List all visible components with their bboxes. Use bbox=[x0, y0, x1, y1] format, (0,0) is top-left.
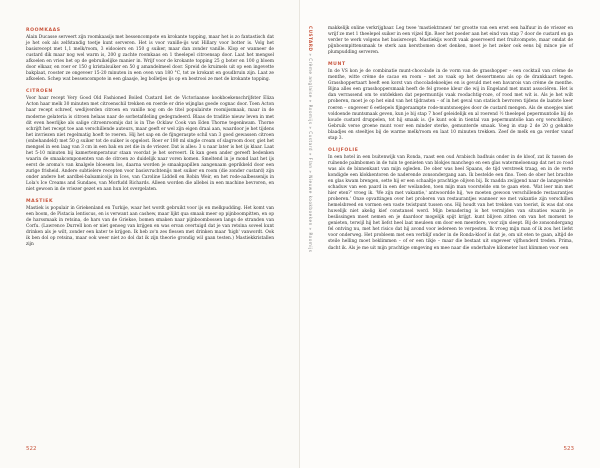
left-column bbox=[26, 26, 274, 254]
section-body: In de VS kon je de combinatie munt-chocolade in de vorm van de grasshopper – een cocktail van crème de menthe, witte crème de cacao en room – net zo vaak op het dessertmenu als op de drankkaart tegen. Grasshoppertaart heeft een korst van chocoladekoekjes en is gevuld met een bavarois van crème de menthe. Bijna alles een grasshoppersmaak heeft de fel groene kleur die wij in Engeland met munt associëren. Het is dan verrassend om te ontdekken dat pepermuntijs vaak roodachtig-roze, of rood met wit is. Als je het wilt proberen, moet je op het eind van het tijdrasten – of in het geval van statisch bevroren tijdens de laatste keer roeren – ongeveer 6 eetlepels fijngeraampte rode-muntsnoepjes door de custard mengen. Als de snoepjes niet voldoende muntsmaak geven, kun je bij stap 7 hoef geleidelijk en al roerend ½ theelepel pepermuntolie bij de koude custard druppelen, tot hij smaak is. (Je kunt ook in tiental van pepermuntolie kan erg verschillen). Gebruik verse groene munt voor een minder sterke, gemunterde smaak. Voeg in stap 2 de 20 g gehakte blaadjes en steeltjes bij de warme melk/room en laat 10 minuten trekken. Zeef de melk en ga verder vanaf stap 3. bbox=[328, 69, 573, 141]
section-heading: MASTIEK bbox=[26, 199, 54, 205]
section-heading: ROOMKAAS bbox=[26, 28, 61, 33]
running-head-title: CUSTARD bbox=[308, 26, 313, 52]
section-munt bbox=[328, 62, 573, 142]
section-mastiek-continued bbox=[328, 26, 573, 56]
page-number: 523 bbox=[563, 446, 574, 452]
section-heading: MUNT bbox=[328, 62, 346, 68]
running-head bbox=[308, 26, 313, 252]
section-roomkaas bbox=[26, 28, 274, 83]
section-olijfolie bbox=[328, 148, 573, 252]
running-head-trail: » Crème anglaise » Roomijs » Custard » Flan » Nieuwe kookboeken » Roomijs bbox=[308, 53, 313, 253]
section-citroen bbox=[26, 89, 274, 193]
right-page bbox=[300, 0, 600, 468]
section-body: Alain Ducasse serveert zijn roomkaasijs met bessencompote en krokante topping, maar het is zo fantastisch dat je het ook als zelfstandig toetje kunt serveren. Het is voor vanille-ijs wat Hillary voor botter is. Volg het basisrecept met 1,1 melk/room, 3 eidooiers en 150 g suiker, maar dan zonder vanille. Klop er wanneer de custard dik maar nog wel warm is, 200 g zachte roomkaas en 1 theelepel citroensap door. Laat het mengsel afkoelen en vries het op de gebruikelijke manier in. Wrijf voor de krokante topping 25 g boter en 100 g bloem door elkaar, en roer er 150 g kristalsuiker en 50 g amandelmeel door. Spreid de kruimels uit op een ingevette bakplaat, rooster ze ongeveer 15-20 minuten in een oven van 180 °C, tot ze krokant en goudbruin zijn. Laat ze afkoelen. Schep wat bessencompote in een glaasje, leg bolletjes ijs op en bestrooi ze met de krokante topping. bbox=[26, 35, 274, 83]
section-body: Voor haar recept Very Good Old Fashioned Boiled Custard liet de Victoriaanse kookboekenschrijfster Eliza Acton haar melk 30 minuten met citroenschil trekken en roerde er drie wijnglas goede cognac door. Toen Acton haar recept schreef, wedijverden citroen en vanille nog om de titel populairste roomijssmaak, maar in de moderne gelateria is citroen helaas naar de sorbetafdeling gedegradeerd. Blaas de traditie nieuw leven in met dit even heerlijke als salige citroenroomijs dat is in The Ocklaw Cook van Eden Thorne tegenkwam. Thorne schrijft het recept toe aan verschillende auteurs, maar geeft er wel zijn eigen draai aan, waardoor je het tijdens het invriezen niet regelmatig hoeft te roeren. Hij het sap en de fijngeraspte schil van 3 goed gewassen citroen (onbehandeld) met 50 g suiker tot de suiker is opgelost. Roer er 180 ml single cream of slagroom door, giet het mengsel in een laag van 3 cm in een bak en zet die in de vriezer. Dat is alles: 3 u naar later is het ijs klaar. Laat het 5-10 minuten bij kamertemperatuur staan voordat je het serveert. Ik kan geen ander gereeft bedenken waarin de smaakcomponenten van de citroen zo duidelijk naar voren komen. Smeltend in je mond laat het ijs eerst de aroma's van knalgele bloesem los, daarna worden je smaakpapillen aangenaam geprikkeld door een zurige frisheid. Andere subtielere recepten voor basisvruchtenijs met suiker en room (die zonder custard) zijn onder andere het aardbei-balsamicoijs in Ices, van Caroline Liddell en Robin Weir, en het rode-aalbessenijs in Lola's Ice Creams and Sundaes, van Morfudd Richards. Alleen worden die allebei in een machine bevroren, en niet gewoon in de vriezer gezet en aan hun lot overgelaten. bbox=[26, 96, 274, 193]
section-body: makkelijk online verkrijgbaar. Leg twee 'mastiektranen' ter grootte van een erwt een halfuur in de vriezer en wrijf ze met 1 theelepel suiker in een vijzel fijn. Roer het poeder aan het eind van stap 7 door de custard en ga verder te werk volgens het basisrecept. Mastiekijs wordt vaak geserveerd met fruitcompote, maar omdat de pijnboompittensmaak te sterk aan kerstbomen doet denken, moet je het zeker ook eens bij mince pie of plumpudding serveren. bbox=[328, 26, 573, 56]
section-heading: OLIJFOLIE bbox=[328, 147, 359, 153]
right-column bbox=[328, 26, 573, 258]
section-heading: CITROEN bbox=[26, 89, 53, 95]
section-body: In een hotel in een buitenwijk van Ronda, raast een oud Arabisch badhuis onder in de kloof, zat ik tussen de ruïnende palmbomen in de tuin te genieten van blokjes manchego en een glas watermeloensap dat net zo rood was als de binnenkant van mijn ogleden. De ober was heel Spaans, de tijd verstreek traag, en in de verte kondigde een klokkentoren de naderende zonsondergang aan. Ik bestelde een fino. Toen de ober het brachte en glas kwam brengen, sette hij er een schaaltje prachtige olijven bij. Ik raadda zwijgend naar de lanzgerekte schaduw van een paard in een der weilanden, toen mijn man voorstelde om te gaan eten. 'Wat leer min met hier eten?' vroeg ik. 'We zijn met vakantie,' antwoordde hij, 'we moeten gewoon verschillende restaurantjes proberen.' Onze opvattingen over het proberen van restaurantjes wanneer we met vakantie zijn verschillen hemelsbreed en vormen een vaste twistpunt tussen ons. Hij houdt van het trekken van toerist, ik was dat ons huwelijk niet akelig kief constansel werd. Mijn benadering is het vermijden van situaties waarin je beslissingen moet nemen en je daardoor mogelijk spijt krijgt. kunt blijven zitten om van het moment te genieten, terwijl hij het liefst heel laat meuleen om door een meerdere, voor zijn sleept. Bij de zonsondergang fel ontving nu, met het risico dat hij avond voor iedereen te verpesten. Ik vroeg mijn man of ik zou het liefst voor onderweg. Het probleem met een verblijf onder in de Ronda-kloof is dat je, om uit eten te gaan, altijd de steile helling moet beklimmen – of er een tikje – maar die bestaat uit ongeveer vijfhonderd treden. Prima, dacht ik. Als je me uit mijn prachtige omgeving en mee naar die onderhalve kilometer lust klimmen voor een bbox=[328, 154, 573, 251]
section-mastiek bbox=[26, 199, 274, 248]
section-body: Mastiek is populair in Griekenland en Turkije, waar het wordt gebruikt voor ijs en melkpudding. Het komt van een boom, de Pistacia lentiscus, en is verwant aan cashew, maar lijkt qua smaak meer op pijnboompitten, en op de harssmaak in retsina, de hars van de Griekse, bomen smaken naar pijnboombossen langs de stranden van Corfu. (Lawrence Durrell kon er niet genoeg van krijgen en was ervan overtuigd dat je van retsina soveel kunt drinken als je wilt, zonder een kater te krijgen. Ik heb zo'n zes flessen met drinken maar 'high' vanwordt. Ook ik ben dol op retsina, maar ook weer niet zo dol dat ik zijn theorie grondig wil gaan testen.) Mastiekkristallen zijn bbox=[26, 206, 274, 248]
page-number: 522 bbox=[26, 446, 37, 452]
